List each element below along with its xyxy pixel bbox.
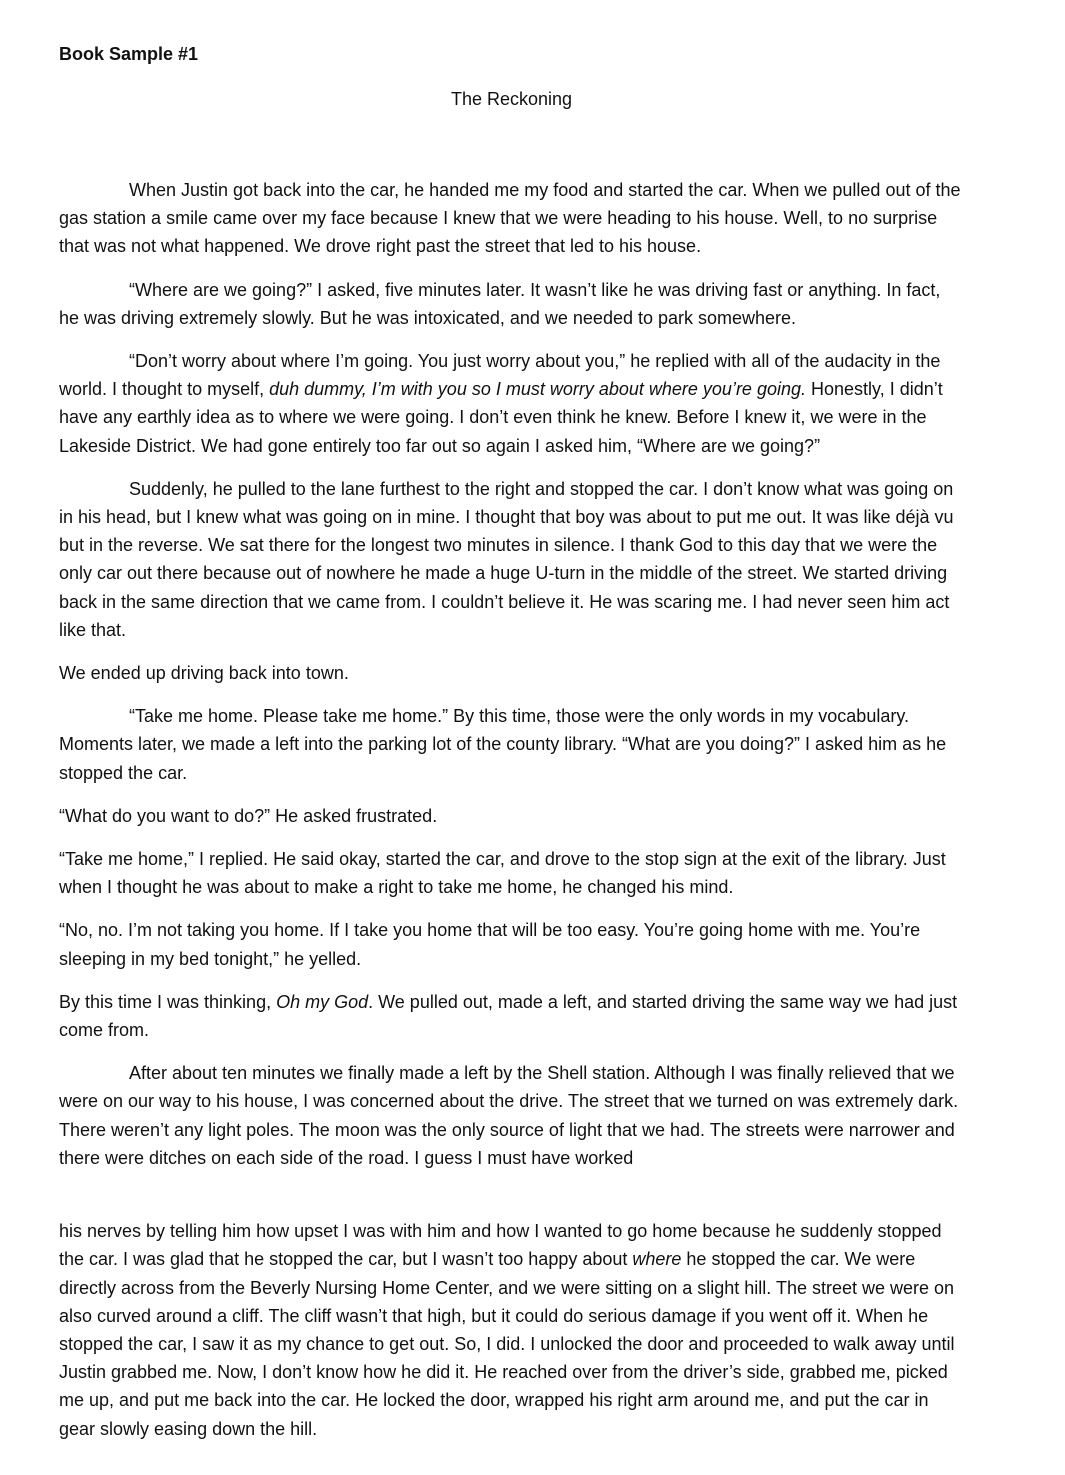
body-paragraph — [59, 276, 964, 332]
body-paragraph — [59, 347, 964, 460]
text-segment: he stopped the car. We were directly across from the Beverly Nursing Home Center, and we were sitting on a slight hill. The street we were on also curved around a cliff. The cliff wasn’t that high, but it could do serious damage if you went off it. When he stopped the car, I saw it as my chance to get out. So, I did. I unlocked the door and proceeded to walk away until Justin grabbed me. Now, I don’t know how he did it. He reached over from the driver’s side, grabbed me, picked me up, and put me back into the car. He locked the door, wrapped his right arm around me, and put the car in gear slowly easing down the hill. — [59, 1249, 955, 1439]
document-body — [59, 176, 964, 1443]
document-heading: Book Sample #1 — [59, 44, 199, 64]
body-paragraph — [59, 916, 964, 972]
text-segment: We ended up driving back into town. — [59, 663, 349, 684]
body-paragraph — [59, 802, 964, 830]
text-segment: . We pulled out, made a left, and started driving the same way we had just come from. — [59, 991, 958, 1041]
text-segment: By this time I was thinking, — [59, 991, 277, 1012]
text-segment: “Don’t worry about where I’m going. You just worry about you,” he replied with all of the audacity in the world. I thought to myself, — [59, 351, 941, 400]
text-segment: When Justin got back into the car, he handed me my food and started the car. When we pulled out of the gas station a smile came over my face because I knew that we were heading to his house. Well, to no surprise that was not what happened. We drove right past the street that led to his house. — [59, 180, 961, 257]
body-paragraph — [59, 176, 964, 261]
document-page — [59, 40, 964, 1458]
italic-text-segment: duh dummy, I’m with you so I must worry about where you’re going. — [269, 379, 806, 400]
text-segment: “What do you want to do?” He asked frustrated. — [59, 805, 438, 826]
body-paragraph — [59, 702, 964, 787]
body-paragraph — [59, 845, 964, 901]
body-paragraph — [59, 988, 964, 1044]
body-paragraph — [59, 1217, 964, 1443]
text-segment: After about ten minutes we finally made a left by the Shell station. Although I was finally relieved that we were on our way to his house, I was concerned about the drive. The street that we turned on was extremely dark. There weren’t any light poles. The moon was the only source of light that we had. The streets were narrower and there were ditches on each side of the road. I guess I must have worked — [59, 1063, 959, 1168]
text-segment: Honestly, I didn’t have any earthly idea as to where we were going. I don’t even think he knew. Before I knew it, we were in the Lakeside District. We had gone entirely too far out so again I asked him, “Where are we going?” — [59, 379, 943, 456]
text-segment: “Where are we going?” I asked, five minutes later. It wasn’t like he was driving fast or anything. In fact, he was driving extremely slowly. But he was intoxicated, and we needed to park somewhere. — [59, 279, 941, 328]
body-paragraph — [59, 659, 964, 687]
document-title: The Reckoning — [450, 89, 573, 109]
text-segment: his nerves by telling him how upset I was with him and how I wanted to go home because he suddenly stopped the car. I was glad that he stopped the car, but I wasn’t too happy about — [59, 1221, 942, 1270]
text-segment: “No, no. I’m not taking you home. If I take you home that will be too easy. You’re going home with me. You’re sleeping in my bed tonight,” he yelled. — [59, 920, 921, 969]
text-segment: “Take me home. Please take me home.” By this time, those were the only words in my vocabulary. Moments later, we made a left into the parking lot of the county library. “What are you doing?” I asked him as he stopped the car. — [59, 706, 947, 783]
italic-text-segment: where — [632, 1249, 682, 1270]
body-paragraph — [59, 1059, 964, 1172]
body-paragraph — [59, 475, 964, 644]
italic-text-segment: Oh my God — [276, 991, 369, 1012]
text-segment: “Take me home,” I replied. He said okay, started the car, and drove to the stop sign at the exit of the library. Just when I thought he was about to make a right to take me home, he changed his mind. — [59, 849, 946, 898]
text-segment: Suddenly, he pulled to the lane furthest to the right and stopped the car. I don’t know what was going on in his head, but I knew what was going on in mine. I thought that boy was about to put me out. It was like déjà vu but in the reverse. We sat there for the longest two minutes in silence. I thank God to this day that we were the only car out there because out of nowhere he made a huge U-turn in the middle of the street. We started driving back in the same direction that we came from. I couldn’t believe it. He was scaring me. I had never seen him act like that. — [59, 478, 954, 640]
